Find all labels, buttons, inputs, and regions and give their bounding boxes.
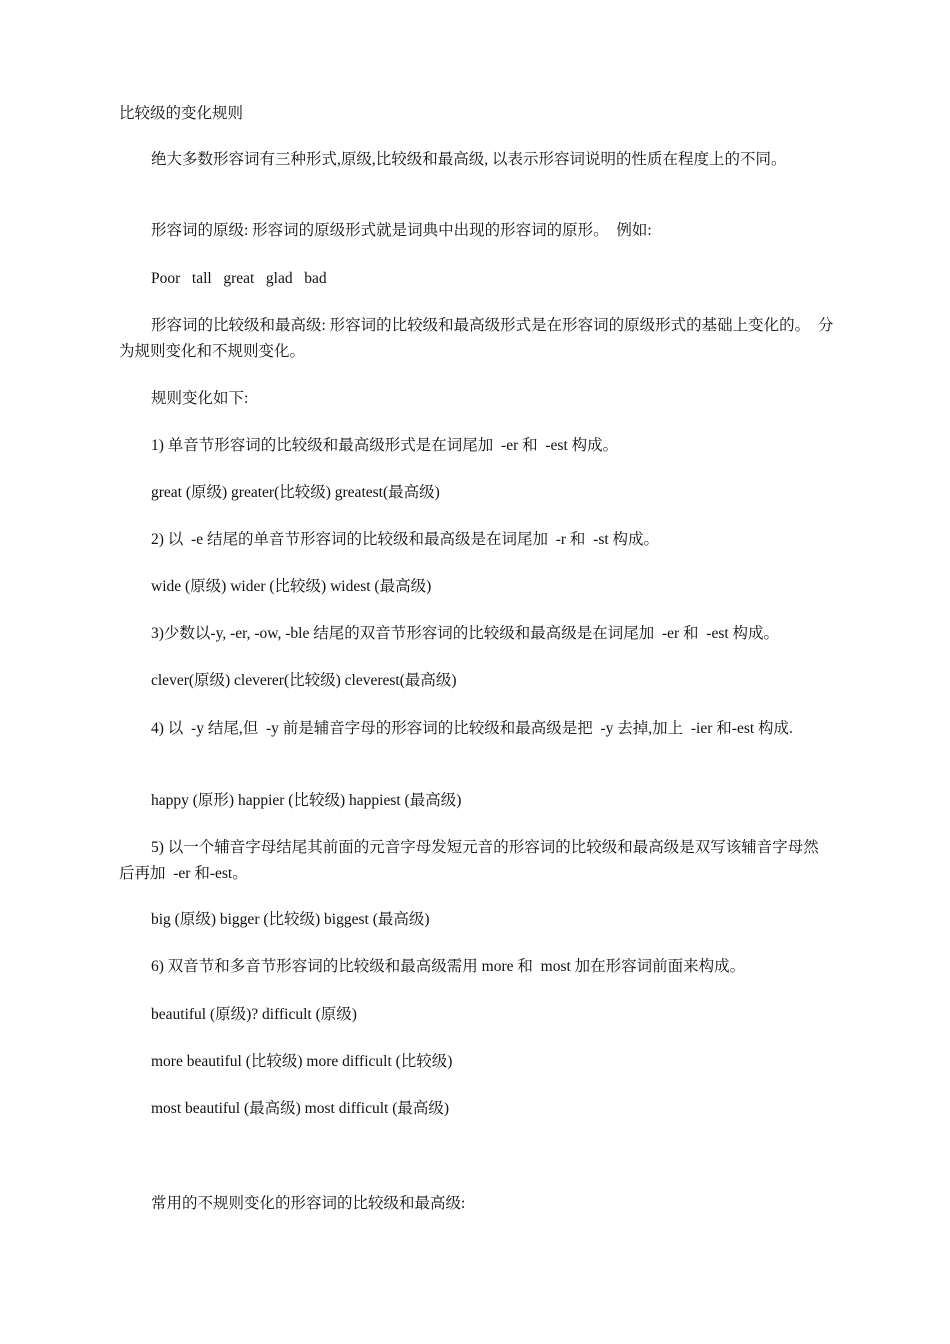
example-5: big (原级) bigger (比较级) biggest (最高级) [151,911,430,928]
paragraph-intro: 绝大多数形容词有三种形式,原级,比较级和最高级, 以表示形容词说明的性质在程度上的不同。 [151,151,787,168]
rule-1: 1) 单音节形容词的比较级和最高级形式是在词尾加 -er 和 -est 构成。 [151,437,619,454]
paragraph-irregular-heading: 常用的不规则变化的形容词的比较级和最高级: [151,1195,466,1212]
example-3: clever(原级) cleverer(比较级) cleverest(最高级) [151,672,457,689]
rule-5: 5) 以一个辅音字母结尾其前面的元音字母发短元音的形容词的比较级和最高级是双写该辅音字母然后再加 -er 和-est。 [119,839,819,882]
rule-6: 6) 双音节和多音节形容词的比较级和最高级需用 more 和 most 加在形容词前面来构成。 [151,958,746,975]
example-6-positive: beautiful (原级)? difficult (原级) [151,1006,357,1023]
rule-2: 2) 以 -e 结尾的单音节形容词的比较级和最高级是在词尾加 -r 和 -st 构成。 [151,531,660,548]
example-2: wide (原级) wider (比较级) widest (最高级) [151,578,432,595]
example-4: happy (原形) happier (比较级) happiest (最高级) [151,792,462,809]
paragraph-comparative-superlative: 形容词的比较级和最高级: 形容词的比较级和最高级形式是在形容词的原级形式的基础上变化的。 分为规则变化和不规则变化。 [119,317,834,360]
document-title: 比较级的变化规则 [119,105,244,122]
example-6-comparative: more beautiful (比较级) more difficult (比较级) [151,1053,453,1070]
example-6-superlative: most beautiful (最高级) most difficult (最高级) [151,1100,450,1117]
example-1: great (原级) greater(比较级) greatest(最高级) [151,484,440,501]
paragraph-examples: Poor tall great glad bad [151,270,327,287]
rule-4: 4) 以 -y 结尾,但 -y 前是辅音字母的形容词的比较级和最高级是把 -y 去掉,加上 -ier 和-est 构成. [151,720,793,737]
paragraph-regular-changes: 规则变化如下: [151,390,249,407]
paragraph-positive-degree: 形容词的原级: 形容词的原级形式就是词典中出现的形容词的原形。 例如: [151,222,652,239]
rule-3: 3)少数以-y, -er, -ow, -ble 结尾的双音节形容词的比较级和最高级是在词尾加 -er 和 -est 构成。 [151,625,780,642]
